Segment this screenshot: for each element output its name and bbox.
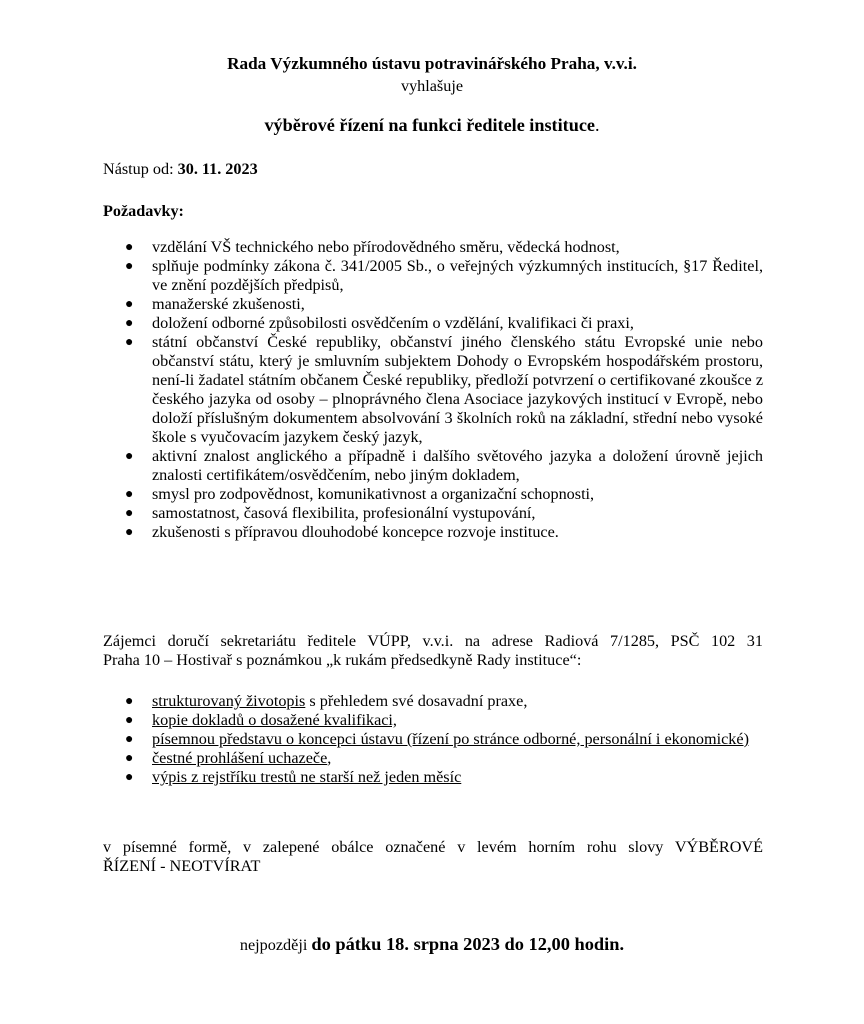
list-item [103, 768, 763, 787]
start-date-value: 30. 11. 2023 [177, 160, 258, 178]
requirements-label: Požadavky: [103, 202, 184, 220]
bullet-icon: ● [125, 240, 134, 255]
list-item [103, 504, 763, 523]
document-title: Rada Výzkumného ústavu potravinářského Praha, v.v.i. [227, 54, 637, 73]
list-item [103, 485, 763, 504]
bullet-icon: ● [125, 297, 134, 312]
list-item [103, 692, 763, 711]
document-name: výpis z rejstříku trestů ne starší než jeden měsíc [152, 768, 462, 786]
list-item [103, 711, 763, 730]
list-item [103, 333, 763, 447]
requirement-text: zkušenosti s přípravou dlouhodobé koncepce rozvoje instituce. [152, 523, 559, 541]
document-name: kopie dokladů o dosažené kvalifikaci, [152, 711, 397, 729]
list-item [103, 257, 763, 295]
bullet-icon: ● [125, 751, 134, 766]
requirement-text: splňuje podmínky zákona č. 341/2005 Sb., o veřejných výzkumných institucích, §17 Ředitel, ve znění pozdějších předpisů, [152, 257, 763, 294]
bullet-icon: ● [125, 770, 134, 785]
bullet-icon: ● [125, 316, 134, 331]
deadline-prefix: nejpozději [239, 936, 312, 954]
list-item [103, 238, 763, 257]
start-date-label: Nástup od: [103, 160, 178, 178]
submission-intro [103, 632, 763, 670]
bullet-icon: ● [125, 487, 134, 502]
document-note: s přehledem své dosavadní praxe, [305, 692, 528, 710]
list-item [103, 749, 763, 768]
start-date-line [103, 160, 258, 179]
submission-closing-line-1: v písemné formě, v zalepené obálce označené v levém horním rohu slovy VÝBĚROVÉ [103, 838, 763, 856]
list-item [103, 447, 763, 485]
documents-list [103, 692, 763, 787]
requirement-text: státní občanství České republiky, občanství jiného členského státu Evropské unie nebo občanství státu, který je smluvním subjektem Dohody o Evropském hospodářském prostoru, není-li žadatel státním občanem České republiky, předloží potvrzení o certifikované zkoušce z českého jazyka od osoby – plnoprávného člena Asociace jazykových institucí v Evropě, nebo doloží příslušným dokumentem absolvování 3 školních roků na základní, střední nebo vysoké škole s vyučovacím jazykem český jazyk, [152, 333, 763, 446]
heading-text: výběrové řízení na funkci ředitele instituce [264, 115, 595, 135]
document-subtitle: vyhlašuje [400, 77, 464, 95]
bullet-icon: ● [125, 694, 134, 709]
list-item [103, 314, 763, 333]
document-name: čestné prohlášení uchazeče [152, 749, 328, 767]
deadline-date: do pátku 18. srpna 2023 do 12,00 hodin. [311, 934, 625, 954]
heading-period: . [594, 115, 600, 135]
submission-intro-line-2: Praha 10 – Hostivař s poznámkou „k rukám předsedkyně Rady instituce“: [103, 651, 582, 669]
list-item [103, 295, 763, 314]
bullet-icon: ● [125, 713, 134, 728]
bullet-icon: ● [125, 335, 134, 350]
list-item [103, 523, 763, 542]
requirement-text: manažerské zkušenosti, [152, 295, 305, 313]
submission-closing [103, 838, 763, 876]
deadline [0, 935, 864, 955]
bullet-icon: ● [125, 732, 134, 747]
requirement-text: doložení odborné způsobilosti osvědčením o vzdělání, kvalifikaci či praxi, [152, 314, 634, 332]
bullet-icon: ● [125, 525, 134, 540]
document-name: písemnou představu o koncepci ústavu (řízení po stránce odborné, personální i ekonomické) [152, 730, 749, 748]
document-note: , [327, 749, 332, 767]
list-item [103, 730, 763, 749]
requirement-text: smysl pro zodpovědnost, komunikativnost a organizační schopnosti, [152, 485, 595, 503]
bullet-icon: ● [125, 259, 134, 274]
requirement-text: aktivní znalost anglického a případně i dalšího světového jazyka a doložení úrovně jejich znalosti certifikátem/osvědčením, nebo jiným dokladem, [152, 447, 763, 484]
requirement-text: samostatnost, časová flexibilita, profesionální vystupování, [152, 504, 536, 522]
requirements-list [103, 238, 763, 542]
bullet-icon: ● [125, 449, 134, 464]
document-name: strukturovaný životopis [152, 692, 306, 710]
document-heading [0, 116, 864, 135]
submission-intro-line-1: Zájemci doručí sekretariátu ředitele VÚPP, v.v.i. na adrese Radiová 7/1285, PSČ 102 31 [103, 632, 763, 650]
requirement-text: vzdělání VŠ technického nebo přírodovědného směru, vědecká hodnost, [152, 238, 620, 256]
bullet-icon: ● [125, 506, 134, 521]
submission-closing-line-2: ŘÍZENÍ - NEOTVÍRAT [103, 857, 261, 875]
